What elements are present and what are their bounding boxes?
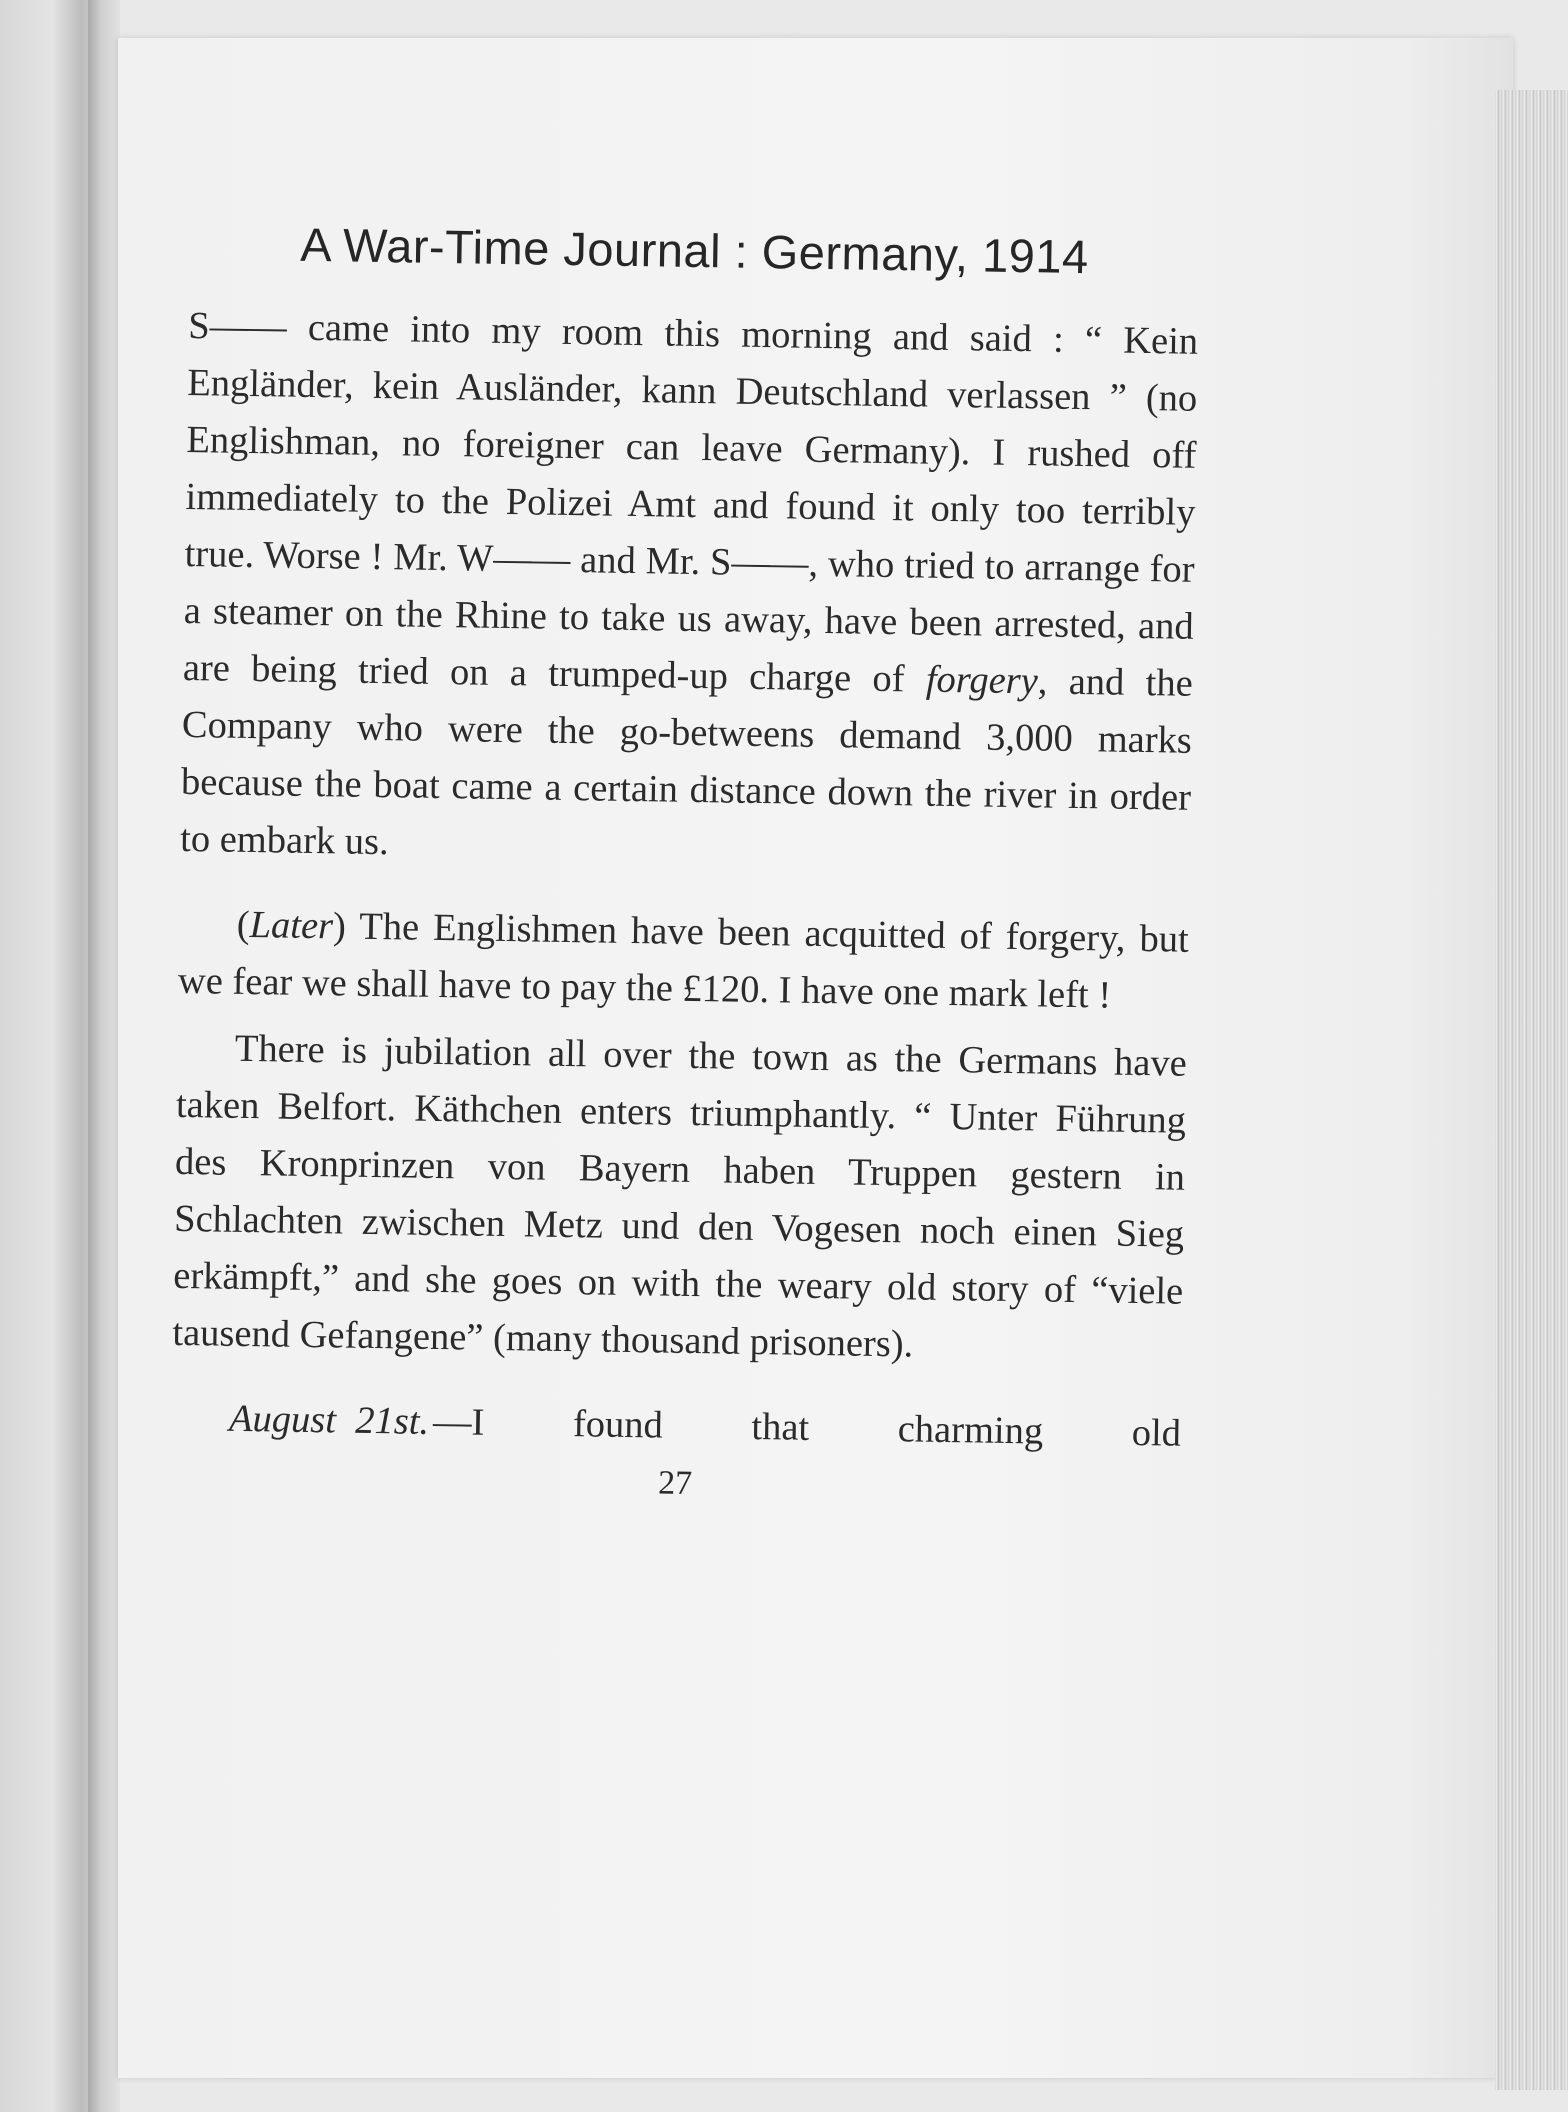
page-edges — [1495, 90, 1568, 2090]
entry-date-month: August — [228, 1397, 337, 1442]
journal-entry-line — [171, 1390, 1182, 1463]
entry-date-day: 21st. — [354, 1399, 430, 1443]
paragraph-2-open: ( — [236, 903, 251, 947]
page-title: A War-Time Journal : Germany, 1914 — [299, 217, 1090, 284]
paragraph-2-text: The Englishmen have been acquitted of forgery, but we fear we shall have to pay the £120. I have one mark left ! — [177, 905, 1190, 1017]
paragraph-2-close: ) — [332, 905, 347, 948]
book-gutter — [88, 0, 120, 2112]
paragraph-3: There is jubilation all over the town as the Germans have taken Belfort. Käthchen enters triumphantly. “ Unter Führung des Kronprinzen von Bayern haben Truppen gestern in Schlachten zwischen Metz und den Vogesen noch einen Sieg erkämpft,” and she goes on with the weary old story of “viele tausend Gefangene” (many thousand prisoners). — [172, 1027, 1188, 1366]
paragraph-1-italic: forgery — [925, 658, 1039, 703]
paragraph-2 — [178, 896, 1190, 1026]
paragraph-1-text: S—— came into my room this morning and said : “ Kein Engländer, kein Ausländer, kann Deutschland verlassen ” (no Englishman, no foreigner can leave Germany). I rushed off immediately to the Polizei Amt and found it only too terribly true. Worse ! Mr. W—— and Mr. S——, who tried to arrange for a steamer on the Rhine to take us away, have been arrested, and are being tried on a trumped-up charge of — [182, 304, 1199, 701]
page-number: 27 — [657, 1464, 693, 1503]
paragraph-1 — [180, 298, 1199, 884]
page-content — [170, 215, 1200, 1511]
paragraph-2-italic: Later — [249, 904, 334, 948]
entry-text: —I found that charming old — [432, 1400, 1182, 1455]
entry-date — [229, 1391, 430, 1451]
paragraph-1-end: , and the Company who were the go-betweens demand 3,000 marks because the boat came a certain distance down the river in order to embark us. — [179, 660, 1194, 864]
left-page-edge — [0, 0, 95, 2112]
